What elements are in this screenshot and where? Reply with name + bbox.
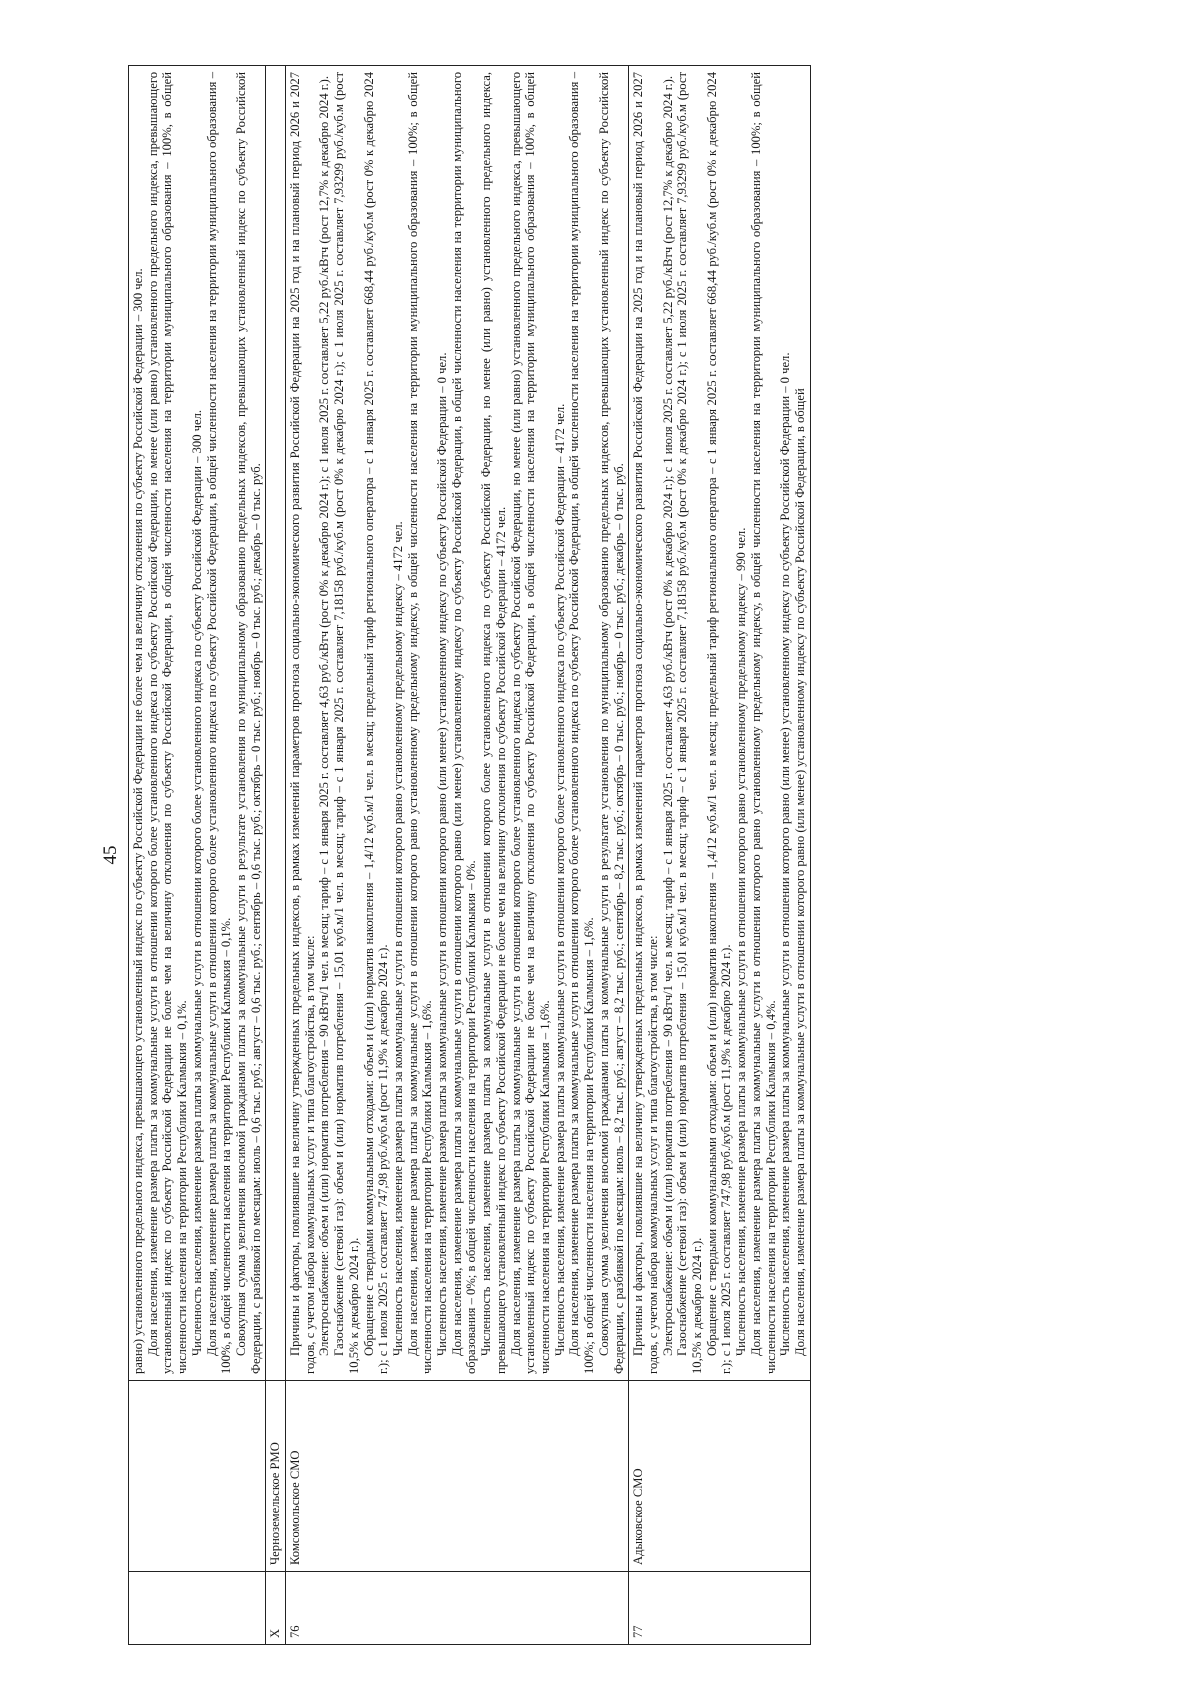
municipality-name: Комсомольское СМО xyxy=(286,1381,629,1572)
municipality-name: Черноземельское РМО xyxy=(266,1381,286,1572)
description-paragraph: Обращение с твердыми коммунальными отходами: объем и (или) норматив накопления – 1,4/12 куб.м/1 чел. в месяц; предельный тариф регионального оператора – с 1 января 2025 г. составляет 668,44 руб./куб.м (рост 0% к декабрю 2024 г.); с 1 июля 2025 г. составляет 747,98 руб./куб.м (рост 11,9% к декабрю 2024 г.). xyxy=(704,72,734,1374)
indices-table xyxy=(128,65,811,1645)
description-paragraph: Численность населения, изменение размера платы за коммунальные услуги в отношении которого более установленного индекса по субъекту Российской Федерации – 300 чел. xyxy=(189,409,204,1356)
table-body xyxy=(129,66,811,1645)
description-paragraph: Численность населения, изменение размера платы за коммунальные услуги в отношении которого более установленного индекса по субъекту Российской Федерации, но менее (или равно) установленного предельного индекса, превышающего установленный индекс по субъекту Российской Федерации не более чем на величину отклонения по субъекту Российской Федерации – 4172 чел. xyxy=(479,72,508,1374)
row-number xyxy=(129,1572,266,1645)
municipality-name: Адыковское СМО xyxy=(629,1381,810,1572)
description-paragraph: Электроснабжение: объем и (или) норматив потребления – 90 кВтч/1 чел. в месяц; тариф – с 1 января 2025 г. составляет 4,63 руб./кВтч (рост 0% к декабрю 2024 г.); с 1 июля 2025 г. составляет 5,22 руб./кВтч (рост 12,7% к декабрю 2024 г.). xyxy=(317,75,332,1356)
description-paragraph: Газоснабжение (сетевой газ): объем и (или) норматив потребления – 15,01 куб.м/1 чел. в месяц; тариф – с 1 января 2025 г. составляет 7,18158 руб./куб.м (рост 0% к декабрю 2024 г.); с 1 июля 2025 г. составляет 7,93299 руб./куб.м (рост 10,5% к декабрю 2024 г.). xyxy=(675,72,705,1374)
description-paragraph: Причины и факторы, повлиявшие на величину утвержденных предельных индексов, в рамках изменений параметров прогноза социально-экономического развития Российской Федерации на 2025 год и на плановый период 2026 и 2027 годов, с учетом набора коммунальных услуг и типа благоустройства, в том числе: xyxy=(288,72,317,1374)
description-paragraph: Электроснабжение: объем и (или) норматив потребления – 90 кВтч/1 чел. в месяц; тариф – с 1 января 2025 г. составляет 4,63 руб./кВтч (рост 0% к декабрю 2024 г.); с 1 июля 2025 г. составляет 5,22 руб./кВтч (рост 12,7% к декабрю 2024 г.). xyxy=(660,75,675,1356)
description-paragraph: равно) установленного предельного индекса, превышающего установленный индекс по субъекту Российской Федерации не более чем на величину отклонения по субъекту Российской Федерации – 300 чел. xyxy=(131,268,145,1374)
description-paragraph: Доля населения, изменение размера платы за коммунальные услуги в отношении которого равно (или менее) установленному индексу по субъекту Российской Федерации, в общей численности населения на территории муниципального образования – 0%; в общей численности населения на территории Республики Калмыкия – 0%. xyxy=(449,72,479,1374)
description-paragraph: Доля населения, изменение размера платы за коммунальные услуги в отношении которого равно установленному предельному индексу, в общей численности населения на территории муниципального образования – 100%; в общей численности населения на территории Республики Калмыкия – 1,6%. xyxy=(405,72,435,1374)
description-paragraph: Численность населения, изменение размера платы за коммунальные услуги в отношении которого равно установленному предельному индексу – 4172 чел. xyxy=(390,521,405,1356)
description-paragraph: Доля населения, изменение размера платы за коммунальные услуги в отношении которого более установленного индекса по субъекту Российской Федерации, в общей численности населения на территории муниципального образования – 100%; в общей численности населения на территории Республики Калмыкия – 1,6%. xyxy=(567,72,597,1374)
table-row xyxy=(629,66,810,1645)
description-cell xyxy=(129,66,266,1381)
description-paragraph: Численность населения, изменение размера платы за коммунальные услуги в отношении которого более установленного индекса по субъекту Российской Федерации – 4172 чел. xyxy=(552,403,567,1356)
description-paragraph: Причины и факторы, повлиявшие на величину утвержденных предельных индексов, в рамках изменений параметров прогноза социально-экономического развития Российской Федерации на 2025 год и на плановый период 2026 и 2027 годов, с учетом набора коммунальных услуг и типа благоустройства, в том числе: xyxy=(631,72,660,1374)
table-row xyxy=(286,66,629,1645)
page-number: 45 xyxy=(100,845,121,865)
row-number: 77 xyxy=(629,1572,810,1645)
description-paragraph: Обращение с твердыми коммунальными отходами: объем и (или) норматив накопления – 1,4/12 куб.м/1 чел. в месяц; предельный тариф регионального оператора – с 1 января 2025 г. составляет 668,44 руб./куб.м (рост 0% к декабрю 2024 г.); с 1 июля 2025 г. составляет 747,98 руб./куб.м (рост 11,9% к декабрю 2024 г.). xyxy=(361,72,391,1374)
municipality-name xyxy=(129,1381,266,1572)
table-row xyxy=(266,66,286,1645)
description-paragraph: Газоснабжение (сетевой газ): объем и (или) норматив потребления – 15,01 куб.м/1 чел. в месяц; тариф – с 1 января 2025 г. составляет 7,18158 руб./куб.м (рост 0% к декабрю 2024 г.); с 1 июля 2025 г. составляет 7,93299 руб./куб.м (рост 10,5% к декабрю 2024 г.). xyxy=(332,72,361,1374)
description-cell xyxy=(286,66,629,1381)
row-number: X xyxy=(266,1572,286,1645)
description-paragraph: Численность населения, изменение размера платы за коммунальные услуги в отношении которого равно установленному предельному индексу – 990 чел. xyxy=(734,527,749,1356)
rotated-page xyxy=(100,65,1110,1645)
row-number: 76 xyxy=(286,1572,629,1645)
description-paragraph: Совокупная сумма увеличения вносимой гражданами платы за коммунальные услуги в результате установления по муниципальному образованию предельных индексов, превышающих установленный индекс по субъекту Российской Федерации, с разбивкой по месяцам: июль – 0,6 тыс. руб.; август – 0,6 тыс. руб.; сентябрь – 0,6 тыс. руб.; октябрь – 0 тыс. руб.; ноябрь – 0 тыс. руб.; декабрь – 0 тыс. руб. xyxy=(233,72,263,1374)
description-paragraph: Доля населения, изменение размера платы за коммунальные услуги в отношении которого более установленного индекса по субъекту Российской Федерации, но менее (или равно) установленного предельного индекса, превышающего установленный индекс по субъекту Российской Федерации не более чем на величину отклонения по субъекту Российской Федерации, в общей численности населения на территории муниципального образования – 100%, в общей численности населения на территории Республики Калмыкия – 0,1%. xyxy=(145,72,190,1374)
description-cell xyxy=(629,66,810,1381)
description-paragraph: Численность населения, изменение размера платы за коммунальные услуги в отношении которого равно (или менее) установленному индексу по субъекту Российской Федерации – 0 чел. xyxy=(778,352,793,1356)
description-paragraph: Доля населения, изменение размера платы за коммунальные услуги в отношении которого более установленного индекса по субъекту Российской Федерации, в общей численности населения на территории муниципального образования – 100%, в общей численности населения на территории Республики Калмыкия – 0,1%. xyxy=(204,72,234,1374)
description-paragraph: Доля населения, изменение размера платы за коммунальные услуги в отношении которого равно (или менее) установленному индексу по субъекту Российской Федерации, в общей xyxy=(792,388,807,1356)
description-paragraph: Совокупная сумма увеличения вносимой гражданами платы за коммунальные услуги в результате установления по муниципальному образованию предельных индексов, превышающих установленный индекс по субъекту Российской Федерации, с разбивкой по месяцам: июль – 8,2 тыс. руб.; август – 8,2 тыс. руб.; сентябрь – 8,2 тыс. руб.; октябрь – 0 тыс. руб.; ноябрь – 0 тыс. руб.; декабрь – 0 тыс. руб. xyxy=(596,72,626,1374)
description-paragraph: Доля населения, изменение размера платы за коммунальные услуги в отношении которого равно установленному предельному индексу, в общей численности населения на территории муниципального образования – 100%; в общей численности населения на территории Республики Калмыкия – 0,4%. xyxy=(748,72,778,1374)
table-row xyxy=(129,66,266,1645)
description-paragraph: Доля населения, изменение размера платы за коммунальные услуги в отношении которого более установленного индекса по субъекту Российской Федерации, но менее (или равно) установленного предельного индекса, превышающего установленный индекс по субъекту Российской Федерации не более чем на величину отклонения по субъекту Российской Федерации, в общей численности населения на территории муниципального образования – 100%, в общей численности населения на территории Республики Калмыкия – 1,6%. xyxy=(508,72,552,1374)
description-cell xyxy=(266,66,286,1381)
description-paragraph: Численность населения, изменение размера платы за коммунальные услуги в отношении которого равно (или менее) установленному индексу по субъекту Российской Федерации – 0 чел. xyxy=(435,352,450,1356)
